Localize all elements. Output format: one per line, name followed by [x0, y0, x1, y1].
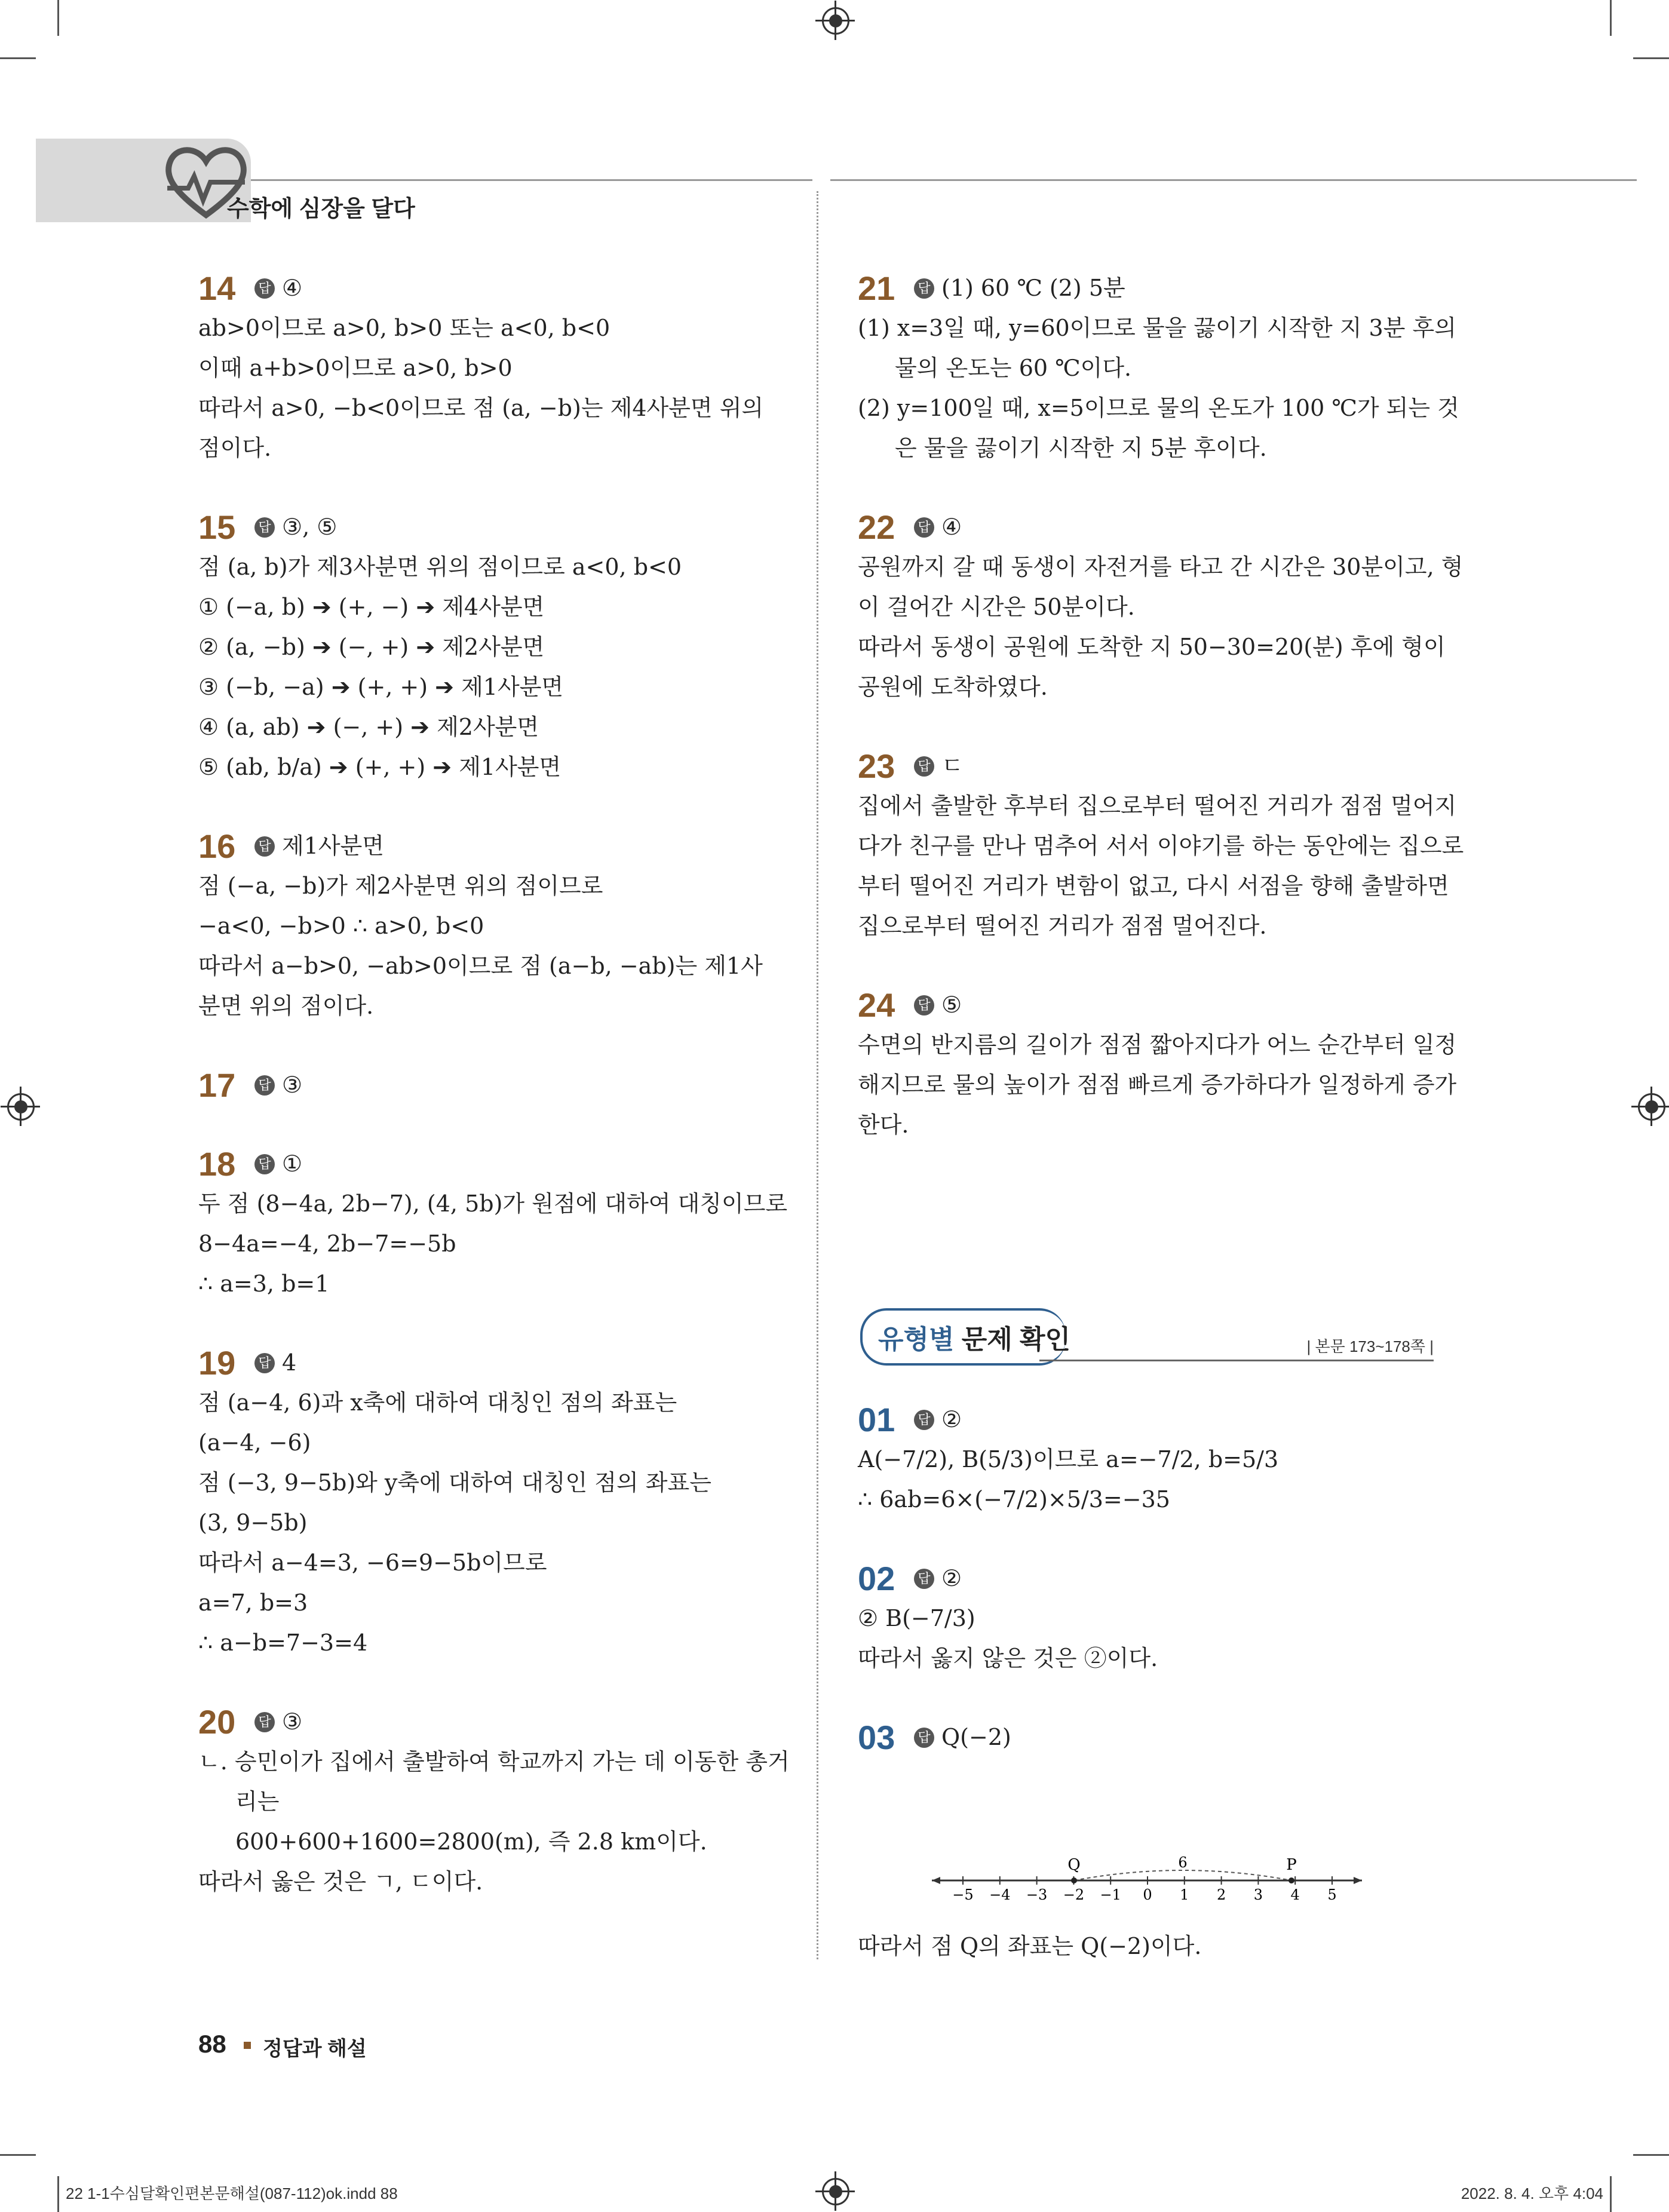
solution-line: ab>0이므로 a>0, b>0 또는 a<0, b<0	[198, 315, 610, 341]
problem-number: 16	[198, 827, 236, 865]
type-section-banner	[860, 1308, 1434, 1362]
arrow-left-icon	[932, 1877, 940, 1884]
solution-line: 이 걸어간 시간은 50분이다.	[858, 594, 1135, 620]
problem-number: 02	[858, 1560, 895, 1597]
answer-badge-icon: 답	[914, 756, 934, 777]
solution-line: 점 (a−4, 6)과 x축에 대하여 대칭인 점의 좌표는	[198, 1389, 677, 1416]
solution-line: 두 점 (8−4a, 2b−7), (4, 5b)가 원점에 대하여 대칭이므로	[198, 1191, 788, 1217]
answer-value: 제1사분면	[282, 833, 385, 859]
problem-number: 18	[198, 1145, 236, 1183]
solution-line: ② B(−7/3)	[858, 1605, 975, 1631]
answer-badge-icon: 답	[254, 836, 275, 857]
footer-label: 정답과 해설	[263, 2038, 367, 2060]
type-item-02	[858, 1557, 1455, 1679]
solution-line: (3, 9−5b)	[198, 1510, 308, 1536]
tick-label: 2	[1216, 1886, 1226, 1903]
left-column	[198, 266, 796, 1939]
banner-title-colored: 유형별	[878, 1325, 955, 1354]
answer-section-22	[858, 505, 1464, 707]
answer-section-20	[198, 1700, 796, 1902]
answer-badge-icon: 답	[254, 1075, 275, 1096]
tick-label: −1	[1100, 1886, 1121, 1903]
solution-line: 따라서 점 Q의 좌표는 Q(−2)이다.	[858, 1933, 1202, 1959]
solution-line: 따라서 옳지 않은 것은 ②이다.	[858, 1645, 1158, 1671]
answer-badge-icon: 답	[914, 995, 934, 1016]
solution-line: 공원에 도착하였다.	[858, 674, 1048, 700]
solution-line: 점 (−3, 9−5b)와 y축에 대하여 대칭인 점의 좌표는	[198, 1469, 711, 1496]
answer-badge-icon: 답	[914, 1569, 934, 1589]
type-item-03-conclusion	[858, 1926, 1455, 1966]
registration-mark-icon	[1638, 1093, 1665, 1121]
tick-label: −4	[989, 1886, 1011, 1903]
solution-line: ∴ 6ab=6×(−7/2)×5/3=−35	[858, 1486, 1170, 1512]
answer-value: ①	[282, 1151, 303, 1177]
answer-section-15	[198, 505, 796, 787]
problem-number: 19	[198, 1344, 236, 1382]
tick-label: 4	[1290, 1886, 1300, 1903]
crop-mark	[1633, 57, 1669, 59]
problem-number: 01	[858, 1401, 895, 1438]
solution-line: 따라서 옳은 것은 ㄱ, ㄷ이다.	[198, 1869, 483, 1895]
solution-line: 이때 a+b>0이므로 a>0, b>0	[198, 355, 513, 381]
tick-label: 0	[1143, 1886, 1152, 1903]
point-p-label: P	[1286, 1856, 1297, 1874]
solution-line: 분면 위의 점이다.	[198, 993, 374, 1019]
answer-value: ③	[282, 1072, 303, 1098]
answer-section-14	[198, 266, 796, 468]
solution-line: 물의 온도는 60 ℃이다.	[895, 355, 1132, 381]
tick-label: 5	[1327, 1886, 1337, 1903]
answer-badge-icon: 답	[914, 1728, 934, 1748]
answer-value: ④	[282, 275, 303, 301]
banner-title-rest: 문제 확인	[961, 1325, 1070, 1354]
solution-line: a=7, b=3	[198, 1590, 308, 1616]
answer-value: ②	[941, 1565, 962, 1591]
solution-line: 점이다.	[198, 435, 272, 461]
right-column	[858, 266, 1464, 1182]
answer-section-19	[198, 1341, 796, 1663]
solution-line: 수면의 반지름의 길이가 점점 짧아지다가 어느 순간부터 일정	[858, 1032, 1457, 1058]
solution-line: ∴ a=3, b=1	[198, 1271, 330, 1297]
answer-badge-icon: 답	[254, 517, 275, 538]
answer-badge-icon: 답	[254, 1712, 275, 1732]
point-q-label: Q	[1067, 1856, 1081, 1874]
answer-section-17	[198, 1063, 796, 1105]
solution-line: 다가 친구를 만나 멈추어 서서 이야기를 하는 동안에는 집으로	[858, 833, 1464, 859]
problem-number: 17	[198, 1066, 236, 1104]
footer-square-icon	[244, 2042, 251, 2049]
solution-line: (1) x=3일 때, y=60이므로 물을 끓이기 시작한 지 3분 후의	[858, 315, 1456, 341]
answer-badge-icon: 답	[254, 1154, 275, 1174]
distance-label: 6	[1178, 1855, 1188, 1871]
arrow-right-icon	[1354, 1877, 1362, 1884]
number-line	[932, 1855, 1362, 1903]
tick-label: −5	[952, 1886, 974, 1903]
problem-number: 03	[858, 1719, 895, 1756]
answer-badge-icon: 답	[254, 278, 275, 299]
header-rule-right	[830, 179, 1637, 181]
answer-section-18	[198, 1142, 796, 1304]
header-title: 수학에 심장을 달다	[227, 197, 415, 222]
tick-label: −2	[1063, 1886, 1085, 1903]
solution-line: 따라서 a>0, −b<0이므로 점 (a, −b)는 제4사분면 위의	[198, 395, 764, 421]
tick-label: 1	[1180, 1886, 1189, 1903]
registration-mark-icon	[7, 1093, 35, 1121]
page-reference: | 본문 173~178쪽 |	[1306, 1337, 1434, 1355]
answer-value: 4	[282, 1349, 297, 1376]
banner-rule	[1039, 1360, 1434, 1361]
answer-badge-icon: 답	[914, 1410, 934, 1430]
answer-value: ⑤	[941, 992, 962, 1018]
solution-line: 집에서 출발한 후부터 집으로부터 떨어진 거리가 점점 멀어지	[858, 793, 1457, 819]
solution-line: ③ (−b, −a) ➔ (+, +) ➔ 제1사분면	[198, 674, 564, 700]
crop-mark	[0, 2154, 36, 2156]
crop-mark	[57, 0, 59, 36]
answer-value: ②	[941, 1406, 962, 1432]
print-timestamp: 2022. 8. 4. 오후 4:04	[1461, 2185, 1603, 2202]
solution-line: 부터 떨어진 거리가 변함이 없고, 다시 서점을 향해 출발하면	[858, 873, 1449, 899]
solution-line: 점 (a, b)가 제3사분면 위의 점이므로 a<0, b<0	[198, 554, 682, 580]
solution-line: 따라서 동생이 공원에 도착한 지 50−30=20(분) 후에 형이	[858, 634, 1446, 660]
answer-value: ③, ⑤	[282, 514, 338, 540]
solution-line: 집으로부터 떨어진 거리가 점점 멀어진다.	[858, 913, 1267, 939]
type-item-03	[858, 1716, 1455, 1757]
answer-section-24	[858, 983, 1455, 1145]
solution-line: (a−4, −6)	[198, 1429, 311, 1456]
registration-mark-icon	[822, 2178, 849, 2205]
problem-number: 22	[858, 508, 895, 546]
problem-number: 20	[198, 1703, 236, 1741]
tick-label: 3	[1253, 1886, 1263, 1903]
solution-line: 점 (−a, −b)가 제2사분면 위의 점이므로	[198, 873, 603, 899]
crop-mark	[1610, 0, 1612, 36]
answer-value: ④	[941, 514, 962, 540]
crop-mark	[0, 57, 36, 59]
banner-title	[878, 1318, 1070, 1356]
solution-line: 600+600+1600=2800(m), 즉 2.8 km이다.	[235, 1828, 707, 1855]
solution-line: ⑤ (ab, b/a) ➔ (+, +) ➔ 제1사분면	[198, 754, 562, 780]
point-p-marker	[1288, 1877, 1294, 1883]
solution-line: ∴ a−b=7−3=4	[198, 1630, 368, 1656]
answer-section-16	[198, 824, 796, 1026]
problem-number: 23	[858, 747, 895, 785]
crop-mark	[1633, 2154, 1669, 2156]
answer-value: (1) 60 ℃ (2) 5분	[941, 275, 1125, 301]
problem-number: 24	[858, 986, 895, 1024]
crop-mark	[1610, 2176, 1612, 2212]
problem-number: 21	[858, 269, 895, 307]
file-slug: 22 1-1수심달확인편본문해설(087-112)ok.indd 88	[66, 2185, 398, 2202]
point-q-marker	[1071, 1877, 1077, 1883]
page-number: 88	[198, 2030, 226, 2058]
solution-line: 은 물을 끓이기 시작한 지 5분 후이다.	[895, 435, 1267, 461]
solution-line: 해지므로 물의 높이가 점점 빠르게 증가하다가 일정하게 증가	[858, 1072, 1457, 1098]
answer-section-23	[858, 744, 1464, 946]
problem-number: 15	[198, 508, 236, 546]
solution-line: ② (a, −b) ➔ (−, +) ➔ 제2사분면	[198, 634, 545, 660]
solution-line: 한다.	[858, 1112, 909, 1138]
problem-number: 14	[198, 269, 236, 307]
solution-line: 리는	[235, 1788, 280, 1815]
registration-mark-icon	[822, 7, 849, 35]
crop-mark	[57, 2176, 59, 2212]
column-divider	[817, 191, 818, 1959]
answer-value: Q(−2)	[941, 1724, 1011, 1750]
solution-line: 따라서 a−4=3, −6=9−5b이므로	[198, 1550, 547, 1576]
answer-value: ㄷ	[941, 753, 964, 779]
type-item-01	[858, 1398, 1455, 1520]
solution-line: ① (−a, b) ➔ (+, −) ➔ 제4사분면	[198, 594, 545, 620]
answer-value: ③	[282, 1708, 303, 1735]
solution-line: 따라서 a−b>0, −ab>0이므로 점 (a−b, −ab)는 제1사	[198, 953, 763, 979]
solution-line: (2) y=100일 때, x=5이므로 물의 온도가 100 ℃가 되는 것	[858, 395, 1459, 421]
solution-line: 공원까지 갈 때 동생이 자전거를 타고 간 시간은 30분이고, 형	[858, 554, 1464, 580]
tick-label: −3	[1026, 1886, 1048, 1903]
answer-badge-icon: 답	[914, 517, 934, 538]
answer-section-21	[858, 266, 1459, 468]
answer-badge-icon: 답	[914, 278, 934, 299]
solution-line: −a<0, −b>0 ∴ a>0, b<0	[198, 913, 484, 939]
solution-line: A(−7/2), B(5/3)이므로 a=−7/2, b=5/3	[858, 1446, 1279, 1472]
solution-line: 8−4a=−4, 2b−7=−5b	[198, 1231, 456, 1257]
solution-line: ㄴ. 승민이가 집에서 출발하여 학교까지 가는 데 이동한 총거	[198, 1748, 790, 1775]
solution-line: ④ (a, ab) ➔ (−, +) ➔ 제2사분면	[198, 714, 539, 740]
answer-badge-icon: 답	[254, 1353, 275, 1373]
type-items	[858, 1398, 1455, 1794]
header-rule-left	[251, 179, 812, 181]
